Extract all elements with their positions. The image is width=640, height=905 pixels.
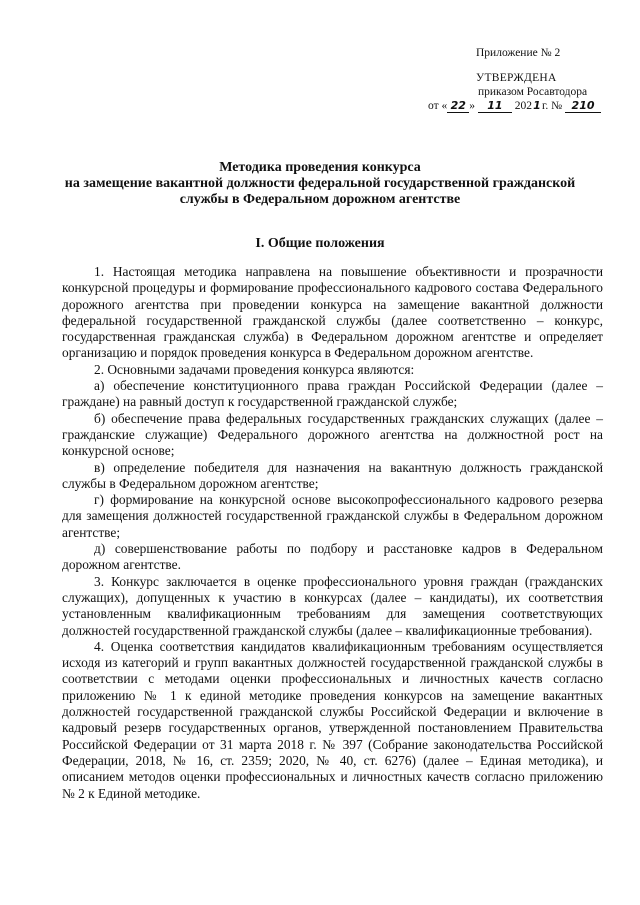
date-mid: » [469, 100, 475, 112]
annex-label: Приложение № 2 [476, 47, 561, 59]
date-day: 22 [447, 100, 469, 113]
document-body [62, 264, 603, 802]
order-number: 210 [565, 100, 601, 113]
date-month: 11 [478, 100, 512, 113]
paragraph-3: 3. Конкурс заключается в оценке профессионального уровня граждан (гражданских служащих), допущенных к участию в конкурсах (далее – кандидаты), их соответствия установленным квалификационным требованиям для замещения соответствующих должностей государственной гражданской службы (далее – квалификационные требования). [62, 573, 603, 638]
paragraph-1: 1. Настоящая методика направлена на повышение объективности и прозрачности конкурсной процедуры и формирование профессионального кадрового состава Федерального дорожного агентства при проведении конкурса на замещение вакантной должности федеральной государственной гражданской службы (далее соответственно – конкурс, государственная гражданская служба) в Федеральном дорожном агентстве и определяет организацию и порядок проведения конкурса в Федеральном дорожном агентстве. [62, 264, 603, 361]
paragraph-2a: а) обеспечение конституционного права граждан Российской Федерации (далее – граждане) на равный доступ к государственной гражданской службе; [62, 378, 603, 410]
approval-stamp-label: УТВЕРЖДЕНА [476, 72, 557, 84]
paragraph-2: 2. Основными задачами проведения конкурса являются: [94, 361, 415, 377]
section-heading: I. Общие положения [255, 236, 385, 251]
date-year-prefix: 202 [514, 100, 532, 112]
document-title [0, 160, 640, 208]
date-year-digit: 1 [533, 99, 541, 112]
paragraph-2b: б) обеспечение права федеральных государственных гражданских служащих (далее – гражданские служащие) Федерального дорожного агентства на должностной рост на конкурсной основе; [62, 410, 603, 459]
title-line-2: на замещение вакантной должности федеральной государственной гражданской [64, 176, 576, 191]
date-prefix: от « [428, 100, 448, 112]
title-line-3: службы в Федеральном дорожном агентстве [179, 192, 461, 207]
paragraph-2e: д) совершенствование работы по подбору и расстановке кадров в Федеральном дорожном агентстве. [62, 541, 603, 573]
paragraph-2d: г) формирование на конкурсной основе высокопрофессионального кадрового резерва для замещения должностей государственной гражданской службы в Федеральном дорожном агентстве; [62, 492, 603, 540]
title-line-1: Методика проведения конкурса [219, 160, 421, 175]
date-mid2: г. № [542, 100, 563, 112]
paragraph-2c: в) определение победителя для назначения на вакантную должность гражданской службы в Федеральном дорожном агентстве; [62, 459, 603, 491]
paragraph-4: 4. Оценка соответствия кандидатов квалификационным требованиям осуществляется исходя из категорий и групп вакантных должностей государственной гражданской службы в соответствии с методами оценки профессиональных и личностных качеств согласно приложению № 1 к единой методике проведения конкурсов на замещение вакантных должностей государственной гражданской службы Российской Федерации и включение в кадровый резерв государственных органов, утвержденной постановлением Правительства Российской Федерации от 31 марта 2018 г. № 397 (Собрание законодательства Российской Федерации, 2018, № 16, ст. 2359; 2020, № 40, ст. 6276) (далее – Единая методика), и описанием методов оценки профессиональных и личностных качеств согласно приложению № 2 к Единой методике. [62, 638, 603, 801]
order-date-line [428, 100, 601, 113]
approval-order-label: приказом Росавтодора [478, 86, 588, 98]
